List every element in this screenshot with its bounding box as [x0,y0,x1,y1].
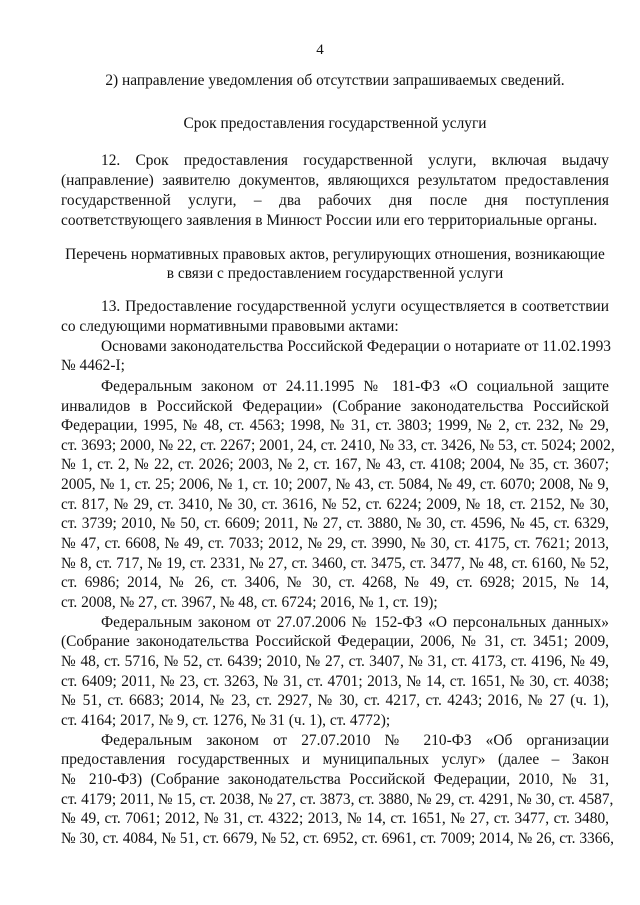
law-210-line: № 49, ст. 7061; 2012, № 31, ст. 4322; 2013, № 14, ст. 1651, № 27, ст. 3477, ст. 3480, [61,810,609,827]
law-181-line: ст. 3693; 2000, № 22, ст. 2267; 2001, 24, ст. 2410, № 33, ст. 3426, № 53, ст. 5024; 2002, [61,437,615,454]
law-152-line: № 51, ст. 6683; 2014, № 23, ст. 2927, № 30, ст. 4217, ст. 4243; 2016, № 27 (ч. 1), [61,692,609,709]
law-181-line: ст. 817, № 29, ст. 3410, № 30, ст. 3616, № 52, ст. 6224; 2009, № 18, ст. 2152, № 30, [61,496,609,513]
law-181-line: № 47, ст. 6608, № 49, ст. 7033; 2012, № 29, ст. 3990, № 30, ст. 4175, ст. 7621; 2013, [61,535,609,552]
law-210-line: ст. 4179; 2011, № 15, ст. 2038, № 27, ст. 3873, ст. 3880, № 29, ст. 4291, № 30, ст. 4587, [61,791,614,808]
law-181-line: № 8, ст. 717, № 19, ст. 2331, № 27, ст. 3460, ст. 3475, ст. 3477, № 48, ст. 6160, № 52, [61,555,609,572]
section-heading-acts: в связи с предоставлением государственной услуги [166,265,504,282]
law-181-line: инвалидов в Российской Федерации» (Собрание законодательства Российской [61,398,609,415]
section-heading-acts: Перечень нормативных правовых актов, регулирующих отношения, возникающие [65,246,605,263]
paragraph-13-line: со следующими нормативными правовыми актами: [61,318,399,335]
law-181-line: ст. 3739; 2010, № 50, ст. 6609; 2011, № 27, ст. 3880, № 30, ст. 4596, № 45, ст. 6329, [61,515,609,532]
law-210-line: предоставления государственных и муниципальных услуг» (далее – Закон [61,751,609,768]
law-181-line: Федерации, 1995, № 48, ст. 4563; 1998, № 31, ст. 3803; 1999, № 2, ст. 232, № 29, [61,417,609,434]
paragraph-12-line: государственной услуги, – два рабочих дня после дня поступления [61,192,609,209]
paragraph-12-line: (направление) заявителю документов, являющихся результатом предоставления [61,172,609,189]
paragraph-12-line: соответствующего заявления в Минюст России или его территориальные органы. [61,212,598,229]
page-number: 4 [316,42,324,58]
list-item-2: 2) направление уведомления об отсутствии запрашиваемых сведений. [105,72,565,89]
section-heading-term: Срок предоставления государственной услуги [183,115,487,132]
osnovy-line: № 4462-I; [61,357,125,374]
law-152-line: Федеральным законом от 27.07.2006 № 152-ФЗ «О персональных данных» [101,614,609,631]
law-210-line: № 30, ст. 4084, № 51, ст. 6679, № 52, ст. 6952, ст. 6961, ст. 7009; 2014, № 26, ст. 3366, [61,830,614,847]
paragraph-13-line: 13. Предоставление государственной услуги осуществляется в соответствии [101,298,609,315]
law-181-line: № 1, ст. 2, № 22, ст. 2026; 2003, № 2, ст. 167, № 43, ст. 4108; 2004, № 35, ст. 3607; [61,456,609,473]
osnovy-line: Основами законодательства Российской Федерации о нотариате от 11.02.1993 [101,338,611,355]
law-152-line: ст. 6409; 2011, № 23, ст. 3263, № 31, ст. 4701; 2013, № 14, ст. 1651, № 30, ст. 4038; [61,673,609,690]
law-181-line: Федеральным законом от 24.11.1995 № 181-ФЗ «О социальной защите [101,378,609,395]
law-181-line: ст. 6986; 2014, № 26, ст. 3406, № 30, ст. 4268, № 49, ст. 6928; 2015, № 14, [61,574,609,591]
paragraph-12-line: 12. Срок предоставления государственной услуги, включая выдачу [101,152,609,169]
law-181-line: 2005, № 1, ст. 25; 2006, № 1, ст. 10; 2007, № 43, ст. 5084, № 49, ст. 6070; 2008, № 9, [61,476,609,493]
law-210-line: № 210-ФЗ) (Собрание законодательства Российской Федерации, 2010, № 31, [61,771,609,788]
law-210-line: Федеральным законом от 27.07.2010 № 210-ФЗ «Об организации [101,732,609,749]
law-152-line: ст. 4164; 2017, № 9, ст. 1276, № 31 (ч. 1), ст. 4772); [61,712,391,729]
law-181-line: ст. 2008, № 27, ст. 3967, № 48, ст. 6724; 2016, № 1, ст. 19); [61,594,438,611]
law-152-line: № 48, ст. 5716, № 52, ст. 6439; 2010, № 27, ст. 3407, № 31, ст. 4173, ст. 4196, № 49, [61,653,609,670]
law-152-line: (Собрание законодательства Российской Федерации, 2006, № 31, ст. 3451; 2009, [61,633,609,650]
